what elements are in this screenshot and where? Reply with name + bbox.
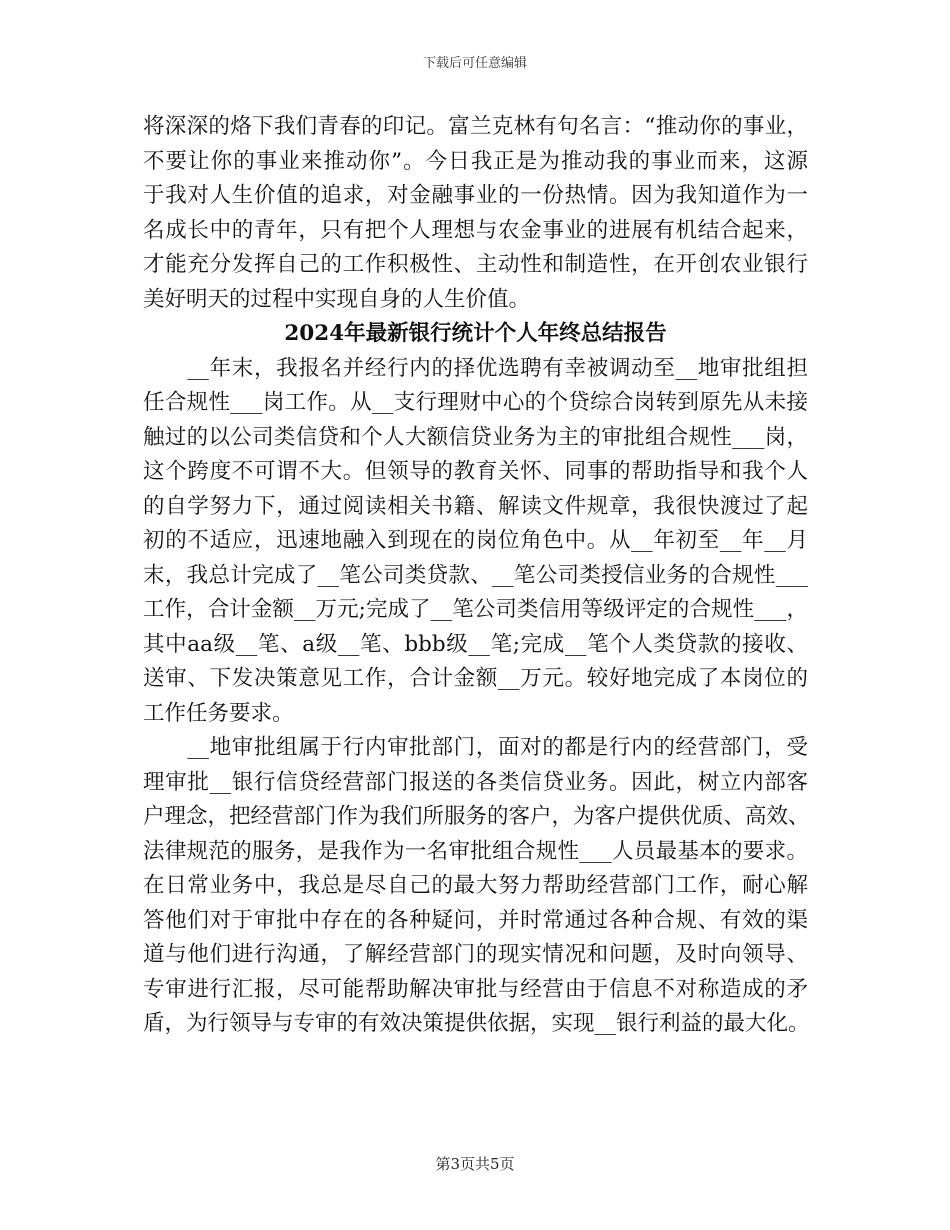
paragraph-1 [143,352,808,732]
document-body [143,110,808,1042]
page-header: 下载后可任意编辑 [422,56,527,71]
text-line: 不要让你的事业来推动你”。今日我正是为推动我的事业而来，这源 [143,148,808,174]
text-line: 的自学努力下，通过阅读相关书籍、解读文件规章，我很快渡过了起 [143,493,808,519]
text-line: 末，我总计完成了__笔公司类贷款、__笔公司类授信业务的合规性___ [143,562,808,588]
text-line: 工作，合计金额__万元;完成了__笔公司类信用等级评定的合规性___， [143,597,808,622]
text-line: __地审批组属于行内审批部门，面对的都是行内的经营部门，受 [143,735,808,760]
text-line: 这个跨度不可谓不大。但领导的教育关怀、同事的帮助指导和我个人 [143,459,808,484]
text-line: 名成长中的青年，只有把个人理想与农金事业的进展有机结合起来， [143,217,808,243]
text-line: __年末，我报名并经行内的择优选聘有幸被调动至__地审批组担 [143,355,808,381]
text-line: 将深深的烙下我们青春的印记。富兰克林有句名言：“推动你的事业， [143,114,808,139]
text-line: 在日常业务中，我总是尽自己的最大努力帮助经营部门工作，耐心解 [143,873,808,898]
text-line: 触过的以公司类信贷和个人大额信贷业务为主的审批组合规性___岗， [143,424,808,450]
text-line: 于我对人生价值的追求，对金融事业的一份热情。因为我知道作为一 [143,183,808,208]
text-line: 理审批__银行信贷经营部门报送的各类信贷业务。因此，树立内部客 [143,769,808,795]
text-line: 其中aa级__笔、a级__笔、bbb级__笔;完成__笔个人类贷款的接收、 [143,631,808,657]
text-line: 答他们对于审批中存在的各种疑问，并时常通过各种合规、有效的渠 [143,907,808,933]
section-title: 2024年最新银行统计个人年终总结报告 [284,321,667,346]
text-line: 任合规性___岗工作。从__支行理财中心的个贷综合岗转到原先从未接 [143,390,808,415]
text-line: 专审进行汇报，尽可能帮助解决审批与经营由于信息不对称造成的矛 [143,976,808,1002]
text-line: 法律规范的服务，是我作为一名审批组合规性___人员最基本的要求。 [143,838,808,864]
page-number: 第3页共5页 [435,1155,515,1173]
text-line: 户理念，把经营部门作为我们所服务的客户，为客户提供优质、高效、 [143,804,810,829]
text-line: 才能充分发挥自己的工作积极性、主动性和制造性，在开创农业银行 [143,252,808,277]
text-line: 初的不适应，迅速地融入到现在的岗位角色中。从__年初至__年__月 [143,528,808,553]
text-line: 美好明天的过程中实现自身的人生价值。 [143,286,531,312]
paragraph-intro [143,110,808,317]
text-line: 工作任务要求。 [143,700,294,726]
text-line: 道与他们进行沟通，了解经营部门的现实情况和问题，及时向领导、 [143,942,808,967]
paragraph-2 [143,731,808,1042]
text-line: 盾，为行领导与专审的有效决策提供依据，实现__银行利益的最大化。 [143,1011,810,1036]
text-line: 送审、下发决策意见工作，合计金额__万元。较好地完成了本岗位的 [143,666,808,691]
